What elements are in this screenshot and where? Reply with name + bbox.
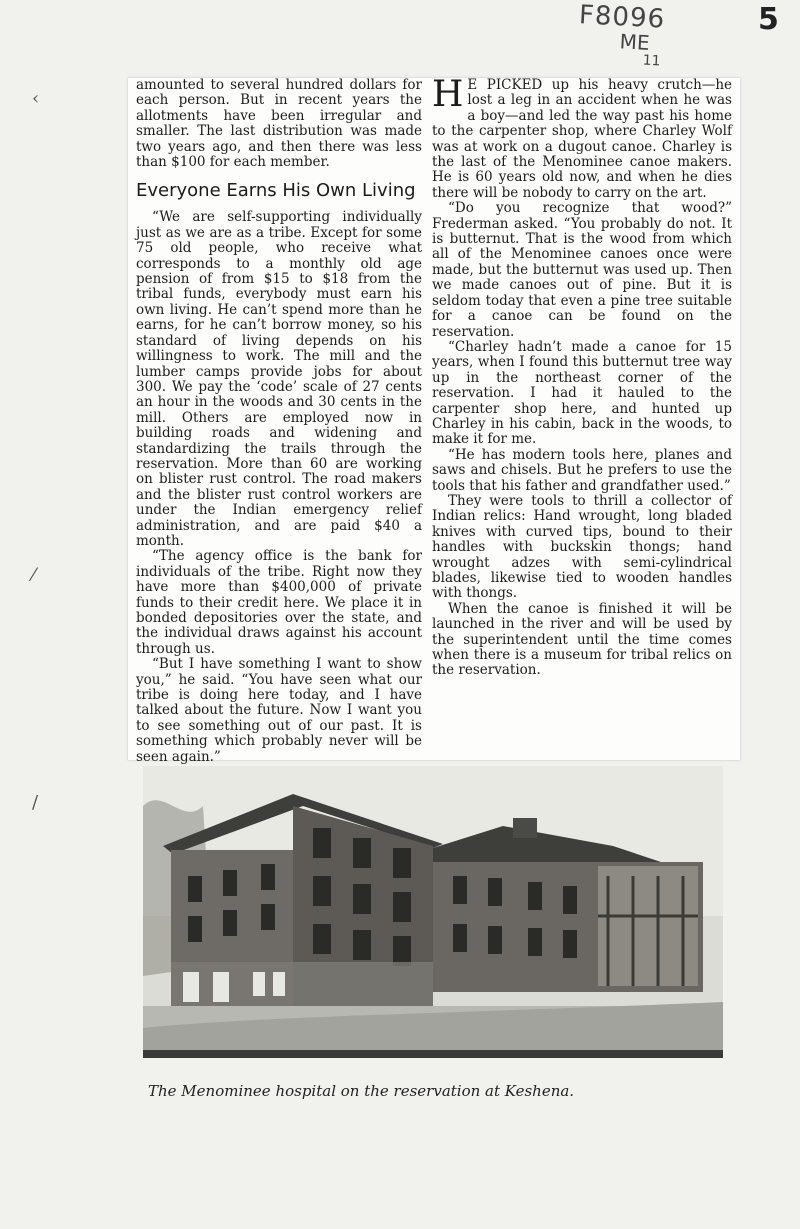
hospital-photo-illustration [143, 766, 723, 1058]
paragraph: “We are self-supporting individually just as we are as a tribe. Except for some 75 old people, who receive what corresponds to a monthly old age pension of from $15 to $18 from the tribal funds, everybody must earn his own living. He can’t spend more than he earns, for he can’t borrow money, so his standard of living depends on his willingness to work. The mill and the lumber camps provide jobs for about 300. We pay the ‘code’ scale of 27 cents an hour in the woods and 30 cents in the mill. Others are employed now in building roads and widening and standardizing the trails through the reservation. More than 60 are working on blister rust control. The road makers and the blister rust control workers are under the Indian emergency relief administration, and are paid $40 a month. [136, 209, 422, 549]
archive-mark [576, 1, 689, 71]
photo-caption: The Menominee hospital on the reservation at Keshena. [148, 1082, 575, 1100]
paragraph: When the canoe is finished it will be launched in the river and will be used by the superintendent until the time comes when there is a museum for tribal relics on the reservation. [432, 600, 732, 679]
archive-mark-code: F8096 [578, 0, 666, 35]
archive-mark-number: 11 [642, 52, 661, 70]
lead-paragraph-text: E PICKED up his heavy crutch—he lost a leg in an accident when he was a boy—and led the way past his home to the carpenter shop, where Charley Wolf was at work on a dugout canoe. Charley is the last of the Menominee canoe makers. He is 60 years old now, and when he dies there will be nobody to carry on the art. [432, 77, 732, 201]
right-column [432, 74, 732, 679]
article-clipping [128, 74, 740, 765]
drop-cap: H [432, 74, 464, 115]
subheading: Everyone Earns His Own Living [136, 180, 416, 202]
paragraph: “Charley hadn’t made a canoe for 15 years, when I found this butternut tree way up in the northeast corner of the reservation. I had it hauled to the carpenter shop here, and hunted up Charley in his cabin, back in the woods, to make it for me. [432, 338, 732, 448]
paragraph: “Do you recognize that wood?” Frederman asked. “You probably do not. It is butternut. That is the wood from which all of the Menominee canoes once were made, but the butternut was used up. Then we made canoes out of pine. But it is seldom today that even a pine tree suitable for a canoe can be found on the reservation. [432, 200, 732, 340]
margin-mark: ⁄ [32, 565, 36, 586]
left-column [136, 78, 422, 765]
paragraph: amounted to several hundred dollars for each person. But in recent years the allotments have been irregular and smaller. The last distribution was made two years ago, and then there was less than $100 for each member. [136, 77, 422, 171]
archive-mark-state: ME [619, 29, 651, 55]
hospital-photo [143, 766, 723, 1058]
margin-mark: ‹ [32, 88, 40, 109]
paragraph: “He has modern tools here, planes and saws and chisels. But he prefers to use the tools that his father and grandfather used.” [432, 446, 732, 494]
page-number: 5 [758, 2, 779, 37]
margin-mark: / [32, 792, 39, 813]
paragraph: “The agency office is the bank for individuals of the tribe. Right now they have more than $400,000 of private funds to their credit here. We place it in bonded depositories over the state, and the individual draws against his account through us. [136, 548, 422, 657]
lead-paragraph [432, 74, 732, 201]
paragraph: They were tools to thrill a collector of Indian relics: Hand wrought, long bladed knives with curved tips, bound to their handles with buckskin thongs; hand wrought adzes with semi-cylindrical blades, likewise tied to wooden handles with thongs. [432, 492, 732, 602]
paragraph: “But I have something I want to show you,” he said. “You have seen what our tribe is doing here today, and I have talked about the future. Now I want you to see something out of our past. It is something which probably never will be seen again.” [136, 656, 422, 765]
